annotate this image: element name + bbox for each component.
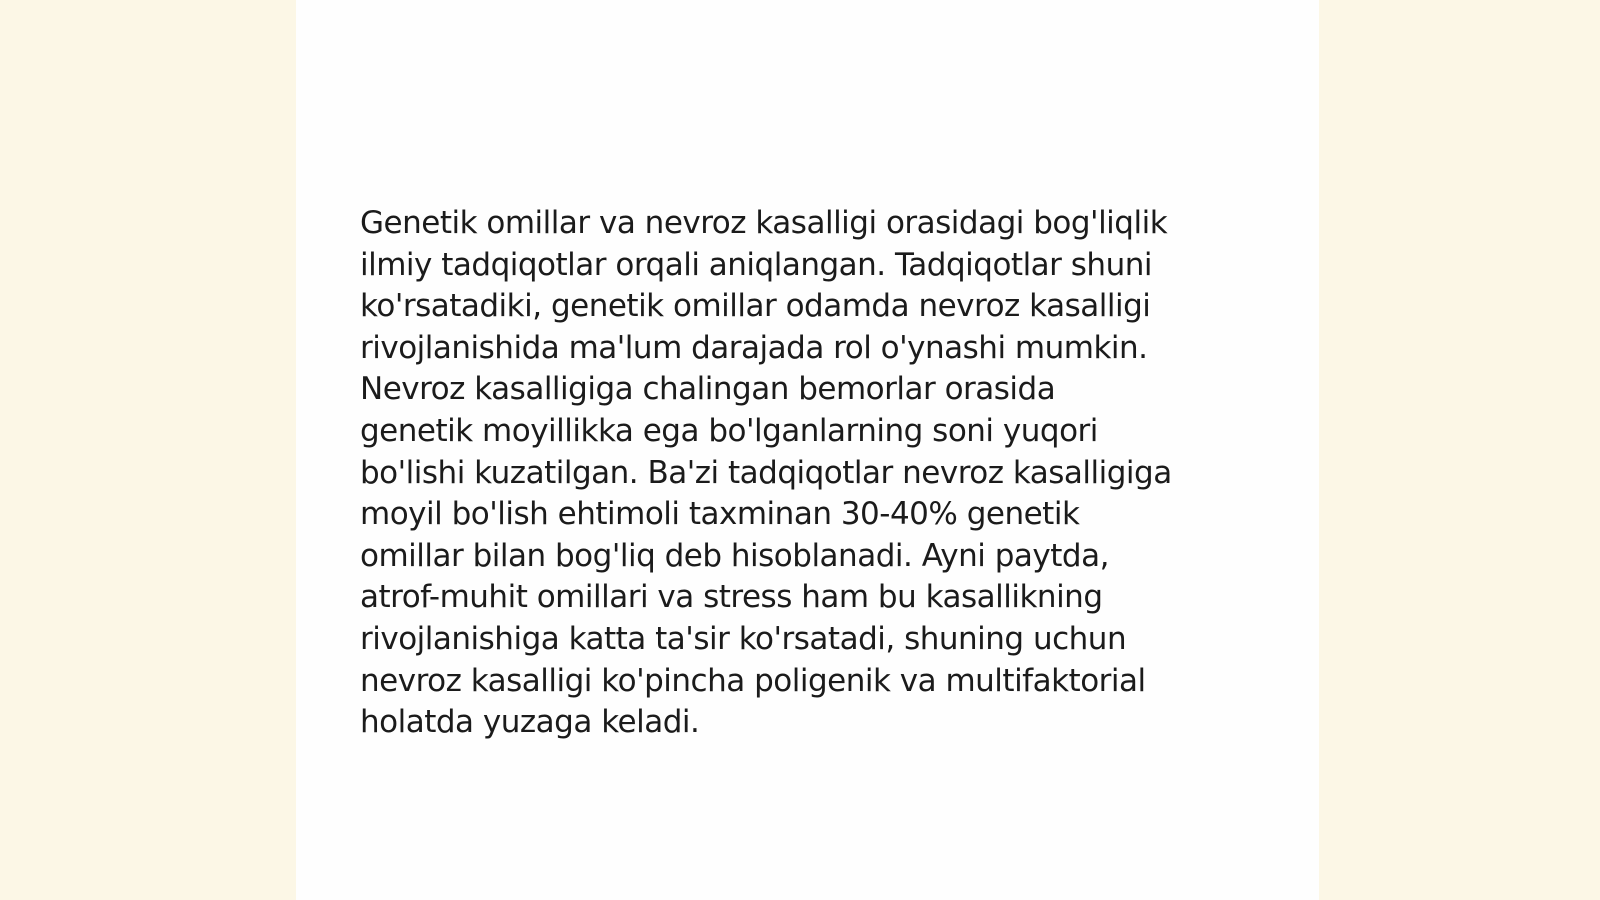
paragraph-line: rivojlanishiga katta ta'sir ko'rsatadi, shuning uchun (360, 620, 1127, 657)
paragraph-line: ilmiy tadqiqotlar orqali aniqlangan. Tadqiqotlar shuni (360, 246, 1152, 283)
paragraph-line: bo'lishi kuzatilgan. Ba'zi tadqiqotlar nevroz kasalligiga (360, 454, 1172, 491)
paragraph-line: omillar bilan bog'liq deb hisoblanadi. Ayni paytda, (360, 537, 1109, 574)
document-page (296, 0, 1319, 900)
paragraph-line: moyil bo'lish ehtimoli taxminan 30-40% genetik (360, 496, 1080, 533)
right-margin (1319, 0, 1600, 900)
paragraph-line: Nevroz kasalligiga chalingan bemorlar orasida (360, 371, 1056, 408)
paragraph-line: atrof-muhit omillari va stress ham bu kasallikning (360, 579, 1103, 616)
paragraph-line: Genetik omillar va nevroz kasalligi orasidagi bog'liqlik (360, 205, 1168, 241)
left-margin (0, 0, 296, 900)
paragraph-line: holatda yuzaga keladi. (360, 704, 700, 741)
paragraph-line: nevroz kasalligi ko'pincha poligenik va multifaktorial (360, 662, 1146, 699)
paragraph-line: genetik moyillikka ega bo'lganlarning soni yuqori (360, 412, 1098, 449)
paragraph-line: ko'rsatadiki, genetik omillar odamda nevroz kasalligi (360, 288, 1151, 325)
paragraph (360, 203, 1260, 744)
paragraph-line: rivojlanishida ma'lum darajada rol o'ynashi mumkin. (360, 329, 1148, 366)
